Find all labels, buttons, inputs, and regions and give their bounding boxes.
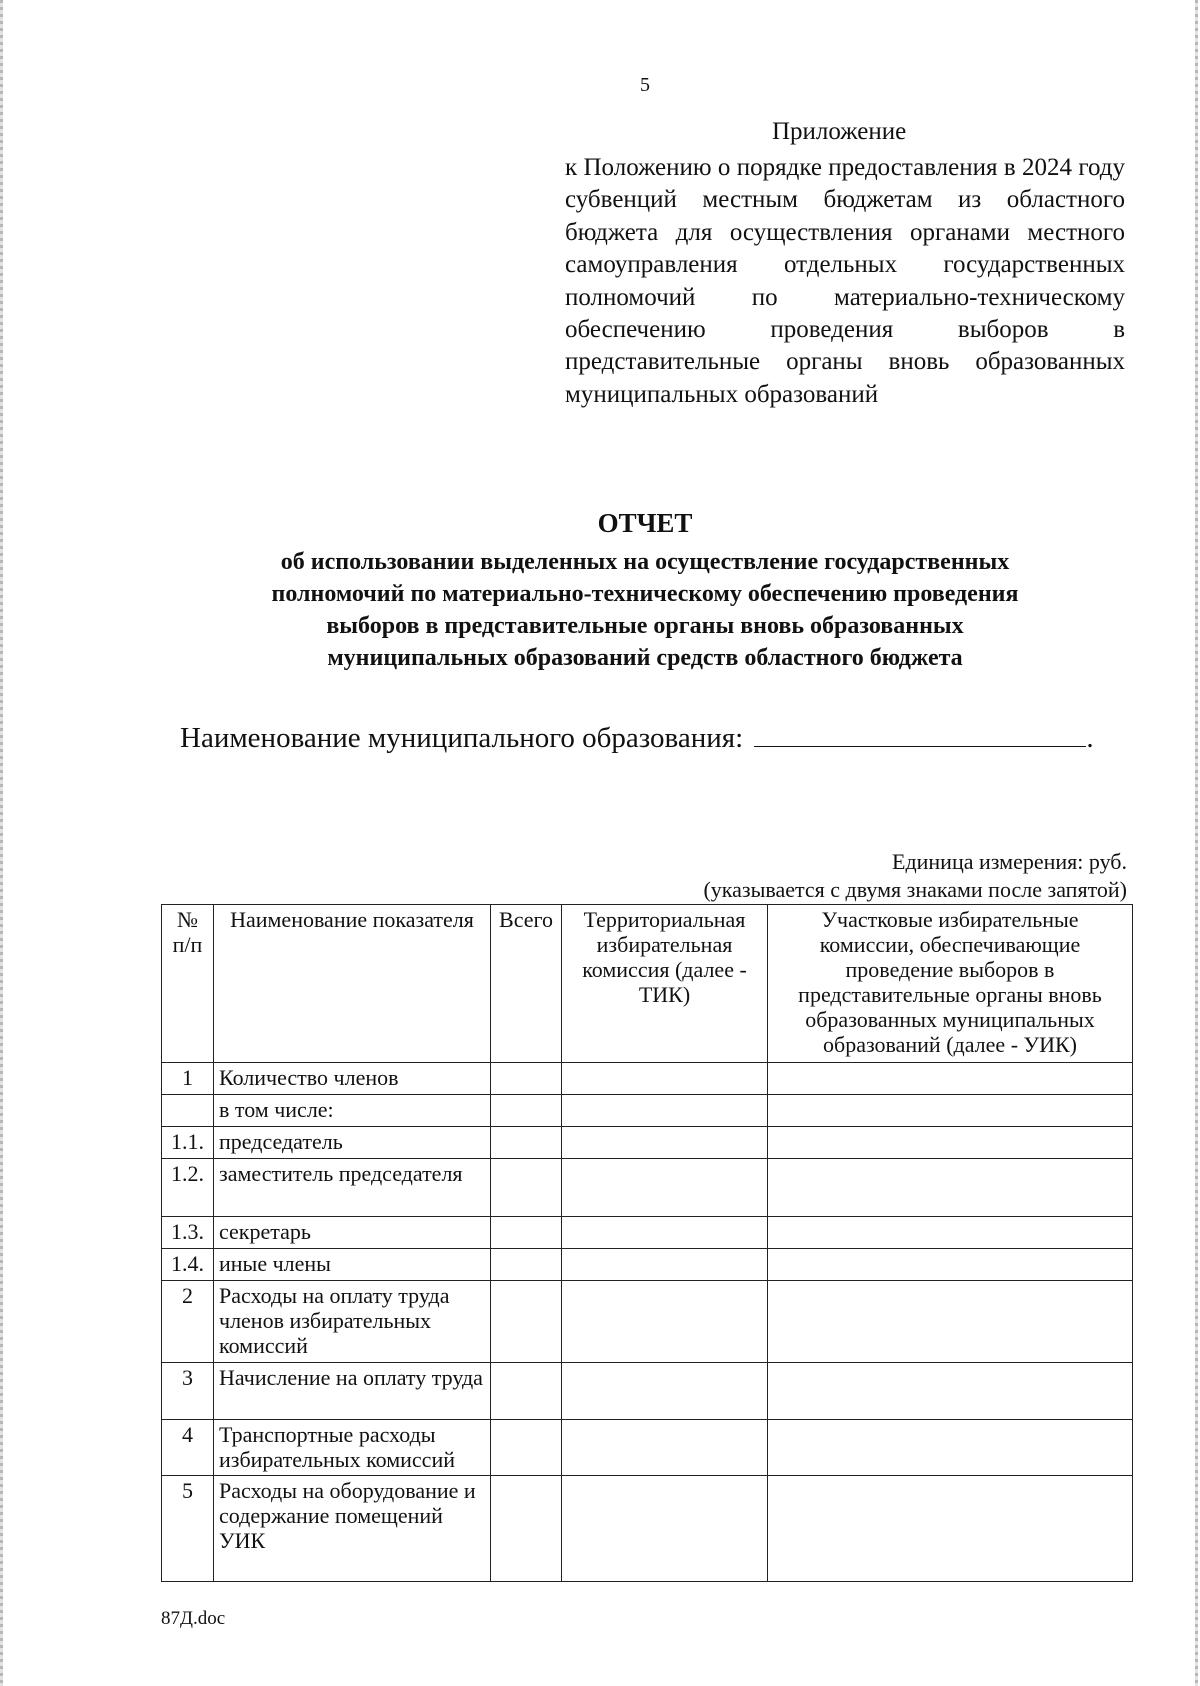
cell-uik <box>768 1363 1133 1420</box>
table-row <box>162 1476 1133 1582</box>
header-total: Всего <box>491 905 562 1063</box>
cell-uik <box>768 1127 1133 1159</box>
row-name: секретарь <box>214 1217 491 1249</box>
cell-tik <box>562 1363 768 1420</box>
cell-uik <box>768 1063 1133 1095</box>
cell-uik <box>768 1281 1133 1363</box>
cell-uik <box>768 1476 1133 1582</box>
table-row <box>162 1363 1133 1420</box>
row-name: Расходы на оборудование и содержание помещений УИК <box>214 1476 491 1582</box>
row-name: председатель <box>214 1127 491 1159</box>
cell-tik <box>562 1281 768 1363</box>
cell-total <box>491 1363 562 1420</box>
cell-total <box>491 1095 562 1127</box>
municipality-suffix: . <box>1086 722 1094 754</box>
table-row <box>162 1217 1133 1249</box>
cell-tik <box>562 1127 768 1159</box>
cell-tik <box>562 1159 768 1217</box>
cell-total <box>491 1249 562 1281</box>
row-name: иные члены <box>214 1249 491 1281</box>
cell-uik <box>768 1159 1133 1217</box>
cell-tik <box>562 1420 768 1476</box>
report-subtitle-line: полномочий по материально-техническому обеспечению проведения <box>271 581 1019 607</box>
report-subtitle-line: выборов в представительные органы вновь образованных <box>326 613 964 639</box>
cell-total <box>491 1476 562 1582</box>
row-num: 1.3. <box>162 1217 214 1249</box>
cell-tik <box>562 1217 768 1249</box>
cell-total <box>491 1420 562 1476</box>
header-uik: Участковые избирательные комиссии, обеспечивающие проведение выборов в представительные органы вновь образованных муниципальных образований (далее - УИК) <box>768 905 1133 1063</box>
scan-edge-left <box>0 0 3 1686</box>
row-name: заместитель председателя <box>214 1159 491 1217</box>
header-tik: Территориальная избирательная комиссия (далее - ТИК) <box>562 905 768 1063</box>
row-num <box>162 1095 214 1127</box>
row-num: 2 <box>162 1281 214 1363</box>
table-row <box>162 1127 1133 1159</box>
header-num: № п/п <box>162 905 214 1063</box>
table-row <box>162 1063 1133 1095</box>
row-name: Расходы на оплату труда членов избирательных комиссий <box>214 1281 491 1363</box>
cell-uik <box>768 1249 1133 1281</box>
units-line: Единица измерения: руб. <box>892 849 1127 874</box>
row-num: 1 <box>162 1063 214 1095</box>
cell-total <box>491 1063 562 1095</box>
table-row <box>162 1095 1133 1127</box>
row-name: Начисление на оплату труда <box>214 1363 491 1420</box>
cell-total <box>491 1281 562 1363</box>
row-name: Количество членов <box>214 1063 491 1095</box>
municipality-field <box>180 718 1140 755</box>
table-header-row <box>162 905 1133 1063</box>
report-subtitle <box>195 546 1095 674</box>
row-num: 1.4. <box>162 1249 214 1281</box>
table-row <box>162 1281 1133 1363</box>
row-name: Транспортные расходы избирательных комиссий <box>214 1420 491 1476</box>
report-subtitle-line: муниципальных образований средств областного бюджета <box>327 645 963 671</box>
cell-tik <box>562 1249 768 1281</box>
row-num: 4 <box>162 1420 214 1476</box>
units-note <box>560 848 1127 904</box>
appendix-body: к Положению о порядке предоставления в 2024 году субвенций местным бюджетам из областного бюджета для осуществления органами местного самоуправления отдельных государственных полномочий по материально-техническому обеспечению проведения выборов в представительные органы вновь образованных муниципальных образований <box>565 154 1125 408</box>
header-name: Наименование показателя <box>214 905 491 1063</box>
footer-file-name: 87Д.doc <box>161 1608 226 1629</box>
cell-total <box>491 1217 562 1249</box>
cell-tik <box>562 1476 768 1582</box>
table-row <box>162 1420 1133 1476</box>
row-num: 5 <box>162 1476 214 1582</box>
cell-tik <box>562 1095 768 1127</box>
cell-total <box>491 1127 562 1159</box>
cell-uik <box>768 1420 1133 1476</box>
report-title: ОТЧЕТ <box>597 508 693 538</box>
cell-total <box>491 1159 562 1217</box>
table-row <box>162 1159 1133 1217</box>
row-num: 3 <box>162 1363 214 1420</box>
page-number: 5 <box>640 74 650 96</box>
report-table <box>161 904 1133 1582</box>
appendix-title: Приложение <box>772 118 907 145</box>
cell-uik <box>768 1217 1133 1249</box>
row-name: в том числе: <box>214 1095 491 1127</box>
report-subtitle-line: об использовании выделенных на осуществление государственных <box>280 549 1010 575</box>
municipality-blank-line <box>754 718 1086 747</box>
row-num: 1.1. <box>162 1127 214 1159</box>
municipality-label: Наименование муниципального образования: <box>180 722 744 754</box>
cell-uik <box>768 1095 1133 1127</box>
table-row <box>162 1249 1133 1281</box>
units-precision-note: (указывается с двумя знаками после запятой) <box>703 877 1127 902</box>
cell-tik <box>562 1063 768 1095</box>
scan-edge-right <box>1195 0 1198 1686</box>
row-num: 1.2. <box>162 1159 214 1217</box>
